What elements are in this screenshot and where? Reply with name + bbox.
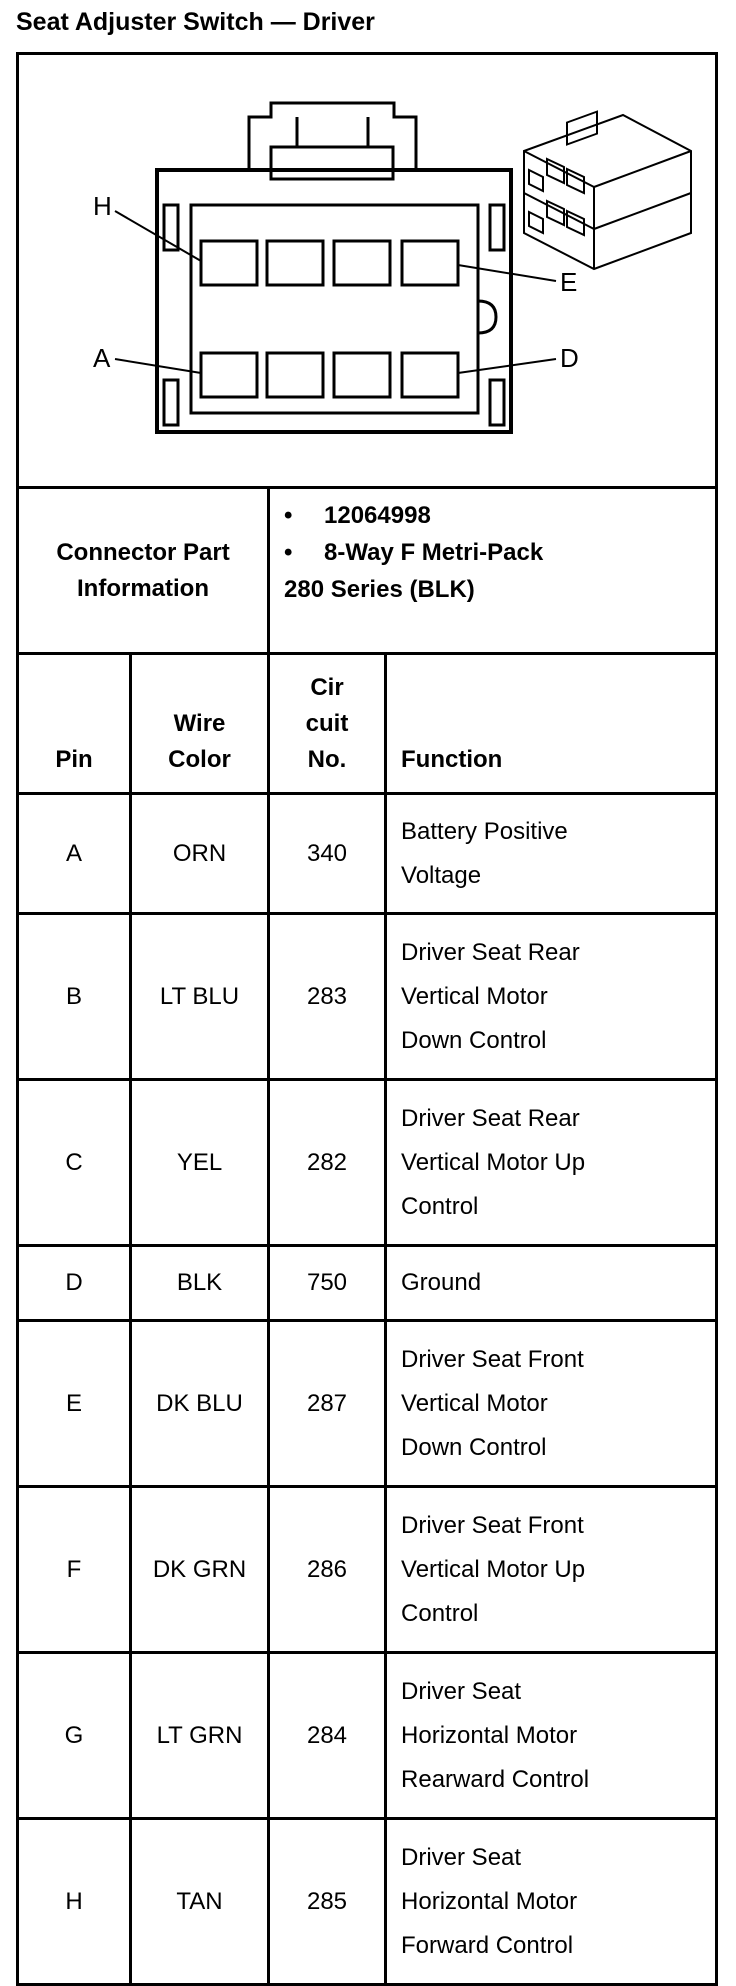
circuit-cell: 287: [269, 1321, 386, 1487]
circuit-cell: 340: [269, 794, 386, 914]
col-header-function: Function: [386, 654, 717, 794]
function-cell: [386, 1653, 717, 1819]
pin-cell: B: [18, 914, 131, 1080]
leader-e: [458, 265, 556, 281]
function-line: Driver Seat Rear: [401, 1104, 580, 1132]
circuit-cell: 750: [269, 1246, 386, 1321]
pin-cell: G: [18, 1653, 131, 1819]
table-row: [18, 1246, 717, 1321]
wire-color-cell: DK GRN: [131, 1487, 269, 1653]
function-line: Driver Seat Rear: [401, 938, 580, 966]
page-title: Seat Adjuster Switch — Driver: [16, 8, 375, 36]
bullet: •: [284, 502, 293, 529]
cavity: [402, 353, 458, 397]
connector-info-row: [18, 488, 717, 654]
cavity: [334, 353, 390, 397]
pin-cell: C: [18, 1080, 131, 1246]
cavity: [267, 241, 323, 285]
function-line: Horizontal Motor: [401, 1721, 578, 1749]
function-line: Down Control: [401, 1433, 547, 1461]
connector-part-info: [269, 488, 717, 654]
cavity: [201, 353, 257, 397]
cavity: [201, 241, 257, 285]
function-line: Down Control: [401, 1026, 547, 1054]
function-line: Battery Positive: [401, 817, 568, 845]
function-cell: [386, 1246, 717, 1321]
wire-color-cell: BLK: [131, 1246, 269, 1321]
pin-label-a: A: [93, 343, 111, 373]
table-body: [18, 794, 717, 1985]
col-header-pin: Pin: [18, 654, 131, 794]
latch-tab: [271, 147, 393, 179]
function-line: Forward Control: [401, 1931, 574, 1959]
pin-label-d: D: [560, 343, 579, 373]
pin-cell: D: [18, 1246, 131, 1321]
keyway-notch: [478, 301, 496, 333]
circuit-cell: 284: [269, 1653, 386, 1819]
function-line: Voltage: [401, 861, 482, 889]
table-row: [18, 1080, 717, 1246]
function-cell: [386, 1819, 717, 1985]
wire-color-cell: TAN: [131, 1819, 269, 1985]
circuit-cell: 283: [269, 914, 386, 1080]
pin-cell: H: [18, 1819, 131, 1985]
function-line: Vertical Motor Up: [401, 1555, 586, 1583]
pin-label-e: E: [560, 267, 578, 297]
function-cell: [386, 1080, 717, 1246]
col-header-wire-color: Wire Color: [131, 654, 269, 794]
function-cell: [386, 1487, 717, 1653]
function-line: Driver Seat Front: [401, 1511, 584, 1539]
function-line: Driver Seat: [401, 1843, 522, 1871]
circuit-cell: 286: [269, 1487, 386, 1653]
table-header-row: [18, 654, 717, 794]
cavity: [402, 241, 458, 285]
wire-color-cell: YEL: [131, 1080, 269, 1246]
function-line: Vertical Motor: [401, 1389, 548, 1417]
circuit-cell: 282: [269, 1080, 386, 1246]
bullet: •: [284, 539, 293, 566]
col-header-circuit: Cir cuit No.: [269, 654, 386, 794]
latch-outline: [249, 103, 416, 170]
wire-color-cell: ORN: [131, 794, 269, 914]
connector-iso-icon: [524, 112, 691, 269]
table-row: [18, 1653, 717, 1819]
function-cell: [386, 1321, 717, 1487]
table-row: [18, 1819, 717, 1985]
cavity: [267, 353, 323, 397]
circuit-cell: 285: [269, 1819, 386, 1985]
table-row: [18, 1321, 717, 1487]
table-row: [18, 914, 717, 1080]
part-series: 280 Series (BLK): [284, 576, 475, 603]
connector-diagram: [16, 52, 718, 489]
function-cell: [386, 914, 717, 1080]
part-desc: 8-Way F Metri-Pack: [324, 539, 544, 566]
function-line: Vertical Motor Up: [401, 1148, 586, 1176]
function-line: Ground: [401, 1269, 482, 1296]
function-line: Vertical Motor: [401, 982, 548, 1010]
connector-face-svg: [19, 55, 721, 492]
leader-d: [458, 359, 556, 373]
pin-label-h: H: [93, 191, 112, 221]
function-cell: [386, 794, 717, 914]
pin-cell: A: [18, 794, 131, 914]
table-row: [18, 794, 717, 914]
pin-cell: E: [18, 1321, 131, 1487]
cavity: [334, 241, 390, 285]
function-line: Driver Seat: [401, 1677, 522, 1705]
connector-part-label: Connector Part Information: [18, 488, 269, 654]
function-line: Control: [401, 1599, 479, 1627]
pinout-table: [16, 486, 718, 1986]
function-line: Horizontal Motor: [401, 1887, 578, 1915]
function-line: Driver Seat Front: [401, 1345, 584, 1373]
part-number: 12064998: [324, 502, 431, 529]
function-line: Rearward Control: [401, 1765, 590, 1793]
wire-color-cell: LT GRN: [131, 1653, 269, 1819]
wire-color-cell: DK BLU: [131, 1321, 269, 1487]
function-line: Control: [401, 1192, 479, 1220]
table-row: [18, 1487, 717, 1653]
wire-color-cell: LT BLU: [131, 914, 269, 1080]
pin-cell: F: [18, 1487, 131, 1653]
